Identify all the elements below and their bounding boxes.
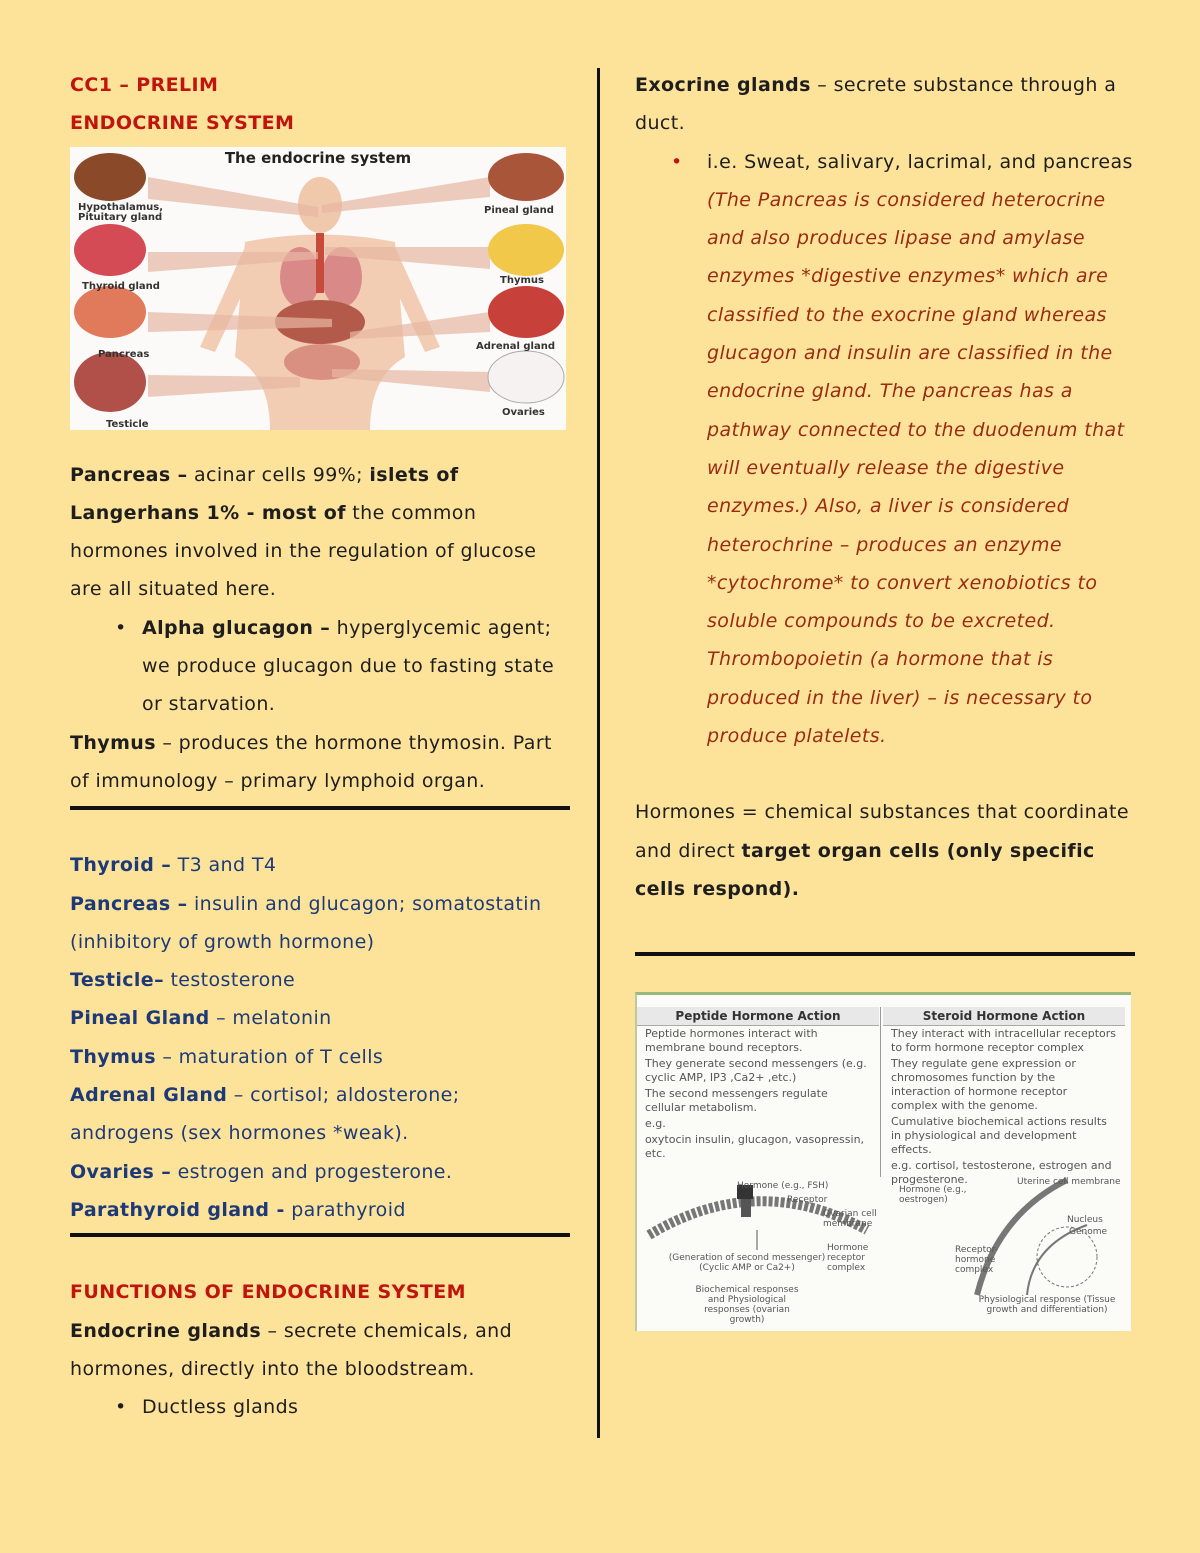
list-item: • Alpha glucagon – hyperglycemic agent; we produce glucagon due to fasting state or starvation. (70, 609, 570, 724)
gland-ovaries: Ovaries – estrogen and progesterone. (70, 1160, 453, 1183)
peptide-line: They generate second messengers (e.g. cyclic AMP, IP3 ,Ca2+ ,etc.) (645, 1057, 867, 1085)
steroid-heading: Steroid Hormone Action (883, 1007, 1125, 1026)
label-physiological-response: Physiological response (Tissue growth and differentiation) (978, 1295, 1116, 1316)
steroid-line: They interact with intracellular receptors to form hormone receptor complex (891, 1027, 1116, 1055)
label-pineal: Pineal gland (484, 204, 554, 216)
label-receptor-hormone-complex: Receptor-hormone complex (955, 1245, 998, 1276)
left-column (70, 66, 570, 1426)
gland-pancreas: Pancreas – insulin and glucagon; somatostatin (inhibitory of growth hormone) (70, 892, 542, 953)
label-hormone-receptor-complex: Hormone receptor complex (827, 1243, 869, 1274)
gland-thymus: Thymus – maturation of T cells (70, 1045, 384, 1068)
label-receptor: Receptor (787, 1195, 828, 1206)
column-divider (597, 68, 600, 1438)
peptide-line: The second messengers regulate cellular metabolism. (645, 1087, 828, 1115)
functions-title: FUNCTIONS OF ENDOCRINE SYSTEM (70, 1281, 466, 1304)
peptide-line: e.g. (645, 1117, 666, 1131)
right-column (635, 66, 1135, 1331)
endocrine-system-illustration (70, 147, 566, 430)
steroid-line: e.g. cortisol, testosterone, estrogen and progesterone. (891, 1159, 1112, 1187)
hormone-diagram (637, 995, 1131, 1331)
section-divider (70, 806, 570, 810)
label-biochemical-responses: Biochemical responses and Physiological responses (ovarian growth) (695, 1285, 799, 1326)
label-genome: Genome (1069, 1227, 1108, 1238)
pancreas-paragraph: Pancreas – acinar cells 99%; islets of Langerhans 1% - most of the common hormones involved in the regulation of glucose are all situated here. (70, 463, 537, 601)
exocrine-paragraph: Exocrine glands – secrete substance through a duct. (635, 74, 1117, 135)
label-hypothalamus: Hypothalamus, Pituitary gland (78, 201, 164, 223)
hormone-action-figure (635, 992, 1131, 1331)
endocrine-glands-paragraph: Endocrine glands – secrete chemicals, and hormones, directly into the bloodstream. (70, 1319, 513, 1380)
label-uterine-membrane: Uterine cell membrane (1017, 1177, 1121, 1188)
label-oestrogen: Hormone (e.g., oestrogen) (899, 1185, 967, 1206)
gland-pineal: Pineal Gland – melatonin (70, 1007, 332, 1030)
label-fsh: Hormone (e.g., FSH) (737, 1181, 829, 1192)
label-pancreas: Pancreas (98, 348, 150, 360)
label-thyroid: Thyroid gland (82, 280, 160, 292)
label-adrenal: Adrenal gland (476, 340, 555, 352)
illustration-title: The endocrine system (224, 148, 412, 167)
section-divider (635, 952, 1135, 956)
steroid-line: Cumulative biochemical actions results in physiological and development effects. (891, 1115, 1107, 1157)
peptide-line: oxytocin insulin, glucagon, vasopressin, etc. (645, 1133, 865, 1161)
hormones-paragraph: Hormones = chemical substances that coordinate and direct target organ cells (only specific cells respond). (635, 801, 1129, 900)
list-item: • i.e. Sweat, salivary, lacrimal, and pancreas (The Pancreas is considered heterocrine and also produces lipase and amylase enzymes *digestive enzymes* which are classified to the exocrine gland whereas glucagon and insulin are classified in the endocrine gland. The pancreas has a pathway connected to the duodenum that will eventually release the digestive enzymes.) Also, a liver is considered heterochrine – produces an enzyme *cytochrome* to convert xenobiotics to soluble compounds to be excreted. Thrombopoietin (a hormone that is produced in the liver) – is necessary to produce platelets. (635, 143, 1135, 756)
gland-testicle: Testicle– testosterone (70, 969, 296, 992)
thymus-paragraph: Thymus – produces the hormone thymosin. Part of immunology – primary lymphoid organ. (70, 731, 552, 792)
label-thymus: Thymus (500, 274, 544, 286)
exocrine-list (635, 143, 1135, 756)
course-title: CC1 – PRELIM (70, 74, 219, 96)
gland-hormone-list (70, 846, 570, 1229)
label-ovarian-membrane: Ovarian cell membrane (823, 1209, 877, 1230)
endocrine-list (70, 1388, 570, 1426)
steroid-line: They regulate gene expression or chromosomes function by the interaction of hormone receptor complex with the genome. (891, 1057, 1076, 1113)
pancreas-list (70, 609, 570, 724)
gland-thyroid: Thyroid – T3 and T4 (70, 854, 277, 877)
label-second-messenger: (Generation of second messenger) (Cyclic AMP or Ca2+) (668, 1253, 826, 1274)
gland-parathyroid: Parathyroid gland - parathyroid (70, 1198, 406, 1221)
section-divider (70, 1233, 570, 1237)
label-nucleus: Nucleus (1067, 1215, 1103, 1226)
topic-title: ENDOCRINE SYSTEM (70, 112, 295, 135)
label-ovaries: Ovaries (502, 406, 545, 418)
peptide-line: Peptide hormones interact with membrane bound receptors. (645, 1027, 818, 1055)
gland-adrenal: Adrenal Gland – cortisol; aldosterone; androgens (sex hormones *weak). (70, 1084, 460, 1145)
peptide-heading: Peptide Hormone Action (637, 1007, 879, 1026)
list-item: • Ductless glands (70, 1388, 570, 1426)
label-testicle: Testicle (106, 418, 149, 430)
